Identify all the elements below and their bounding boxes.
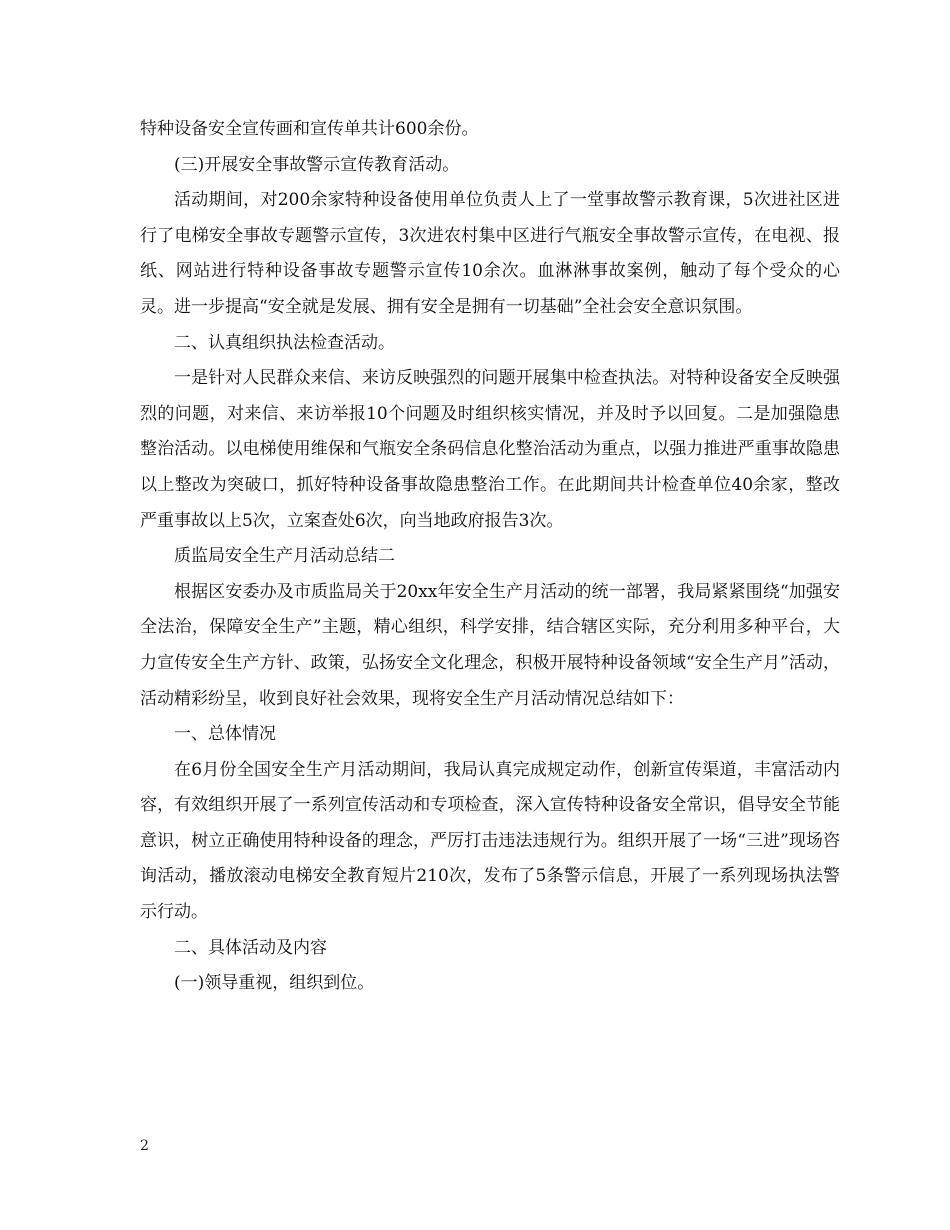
page-number: 2 [140,1138,149,1154]
heading-overview: 一、总体情况 [174,724,276,745]
heading-section-three: (三)开展安全事故警示宣传教育活动。 [174,154,460,175]
heading-enforcement: 二、认真组织执法检查活动。 [174,332,395,353]
paragraph-7: 根据区安委办及市质监局关于20xx年安全生产月活动的统一部署，我局紧紧围绕“加强安全法治，保障安全生产”主题，精心组织，科学安排，结合辖区实际，充分利用多种平台，大力宣传安全生产方针、政策，弘扬安全文化理念，积极开展特种设备领域“安全生产月”活动，活动精彩纷呈，收到良好社会效果，现将安全生产月活动情况总结如下： [140,581,840,709]
paragraph-9: 在6月份全国安全生产月活动期间，我局认真完成规定动作，创新宣传渠道，丰富活动内容，有效组织开展了一系列宣传活动和专项检查，深入宣传特种设备安全常识，倡导安全节能意识，树立正确使用特种设备的理念，严厉打击违法违规行为。组织开展了一场“三进”现场咨询活动，播放滚动电梯安全教育短片210次，发布了5条警示信息，开展了一系列现场执法警示行动。 [140,759,840,923]
heading-activities: 二、具体活动及内容 [174,937,327,958]
paragraph-3: 活动期间，对200余家特种设备使用单位负责人上了一堂事故警示教育课，5次进社区进行了电梯安全事故专题警示宣传，3次进农村集中区进行气瓶安全事故警示宣传，在电视、报纸、网站进行特种设备事故专题警示宣传10余次。血淋淋事故案例，触动了每个受众的心灵。进一步提高“安全就是发展、拥有安全是拥有一切基础”全社会安全意识氛围。 [140,190,840,317]
heading-leadership: (一)领导重视，组织到位。 [174,973,375,994]
heading-summary-two: 质监局安全生产月活动总结二 [174,546,395,567]
document-page [140,112,840,1002]
paragraph-1: 特种设备安全宣传画和宣传单共计600余份。 [140,119,479,139]
paragraph-5: 一是针对人民群众来信、来访反映强烈的问题开展集中检查执法。对特种设备安全反映强烈的问题，对来信、来访举报10个问题及时组织核实情况，并及时予以回复。二是加强隐患整治活动。以电梯使用维保和气瓶安全条码信息化整治活动为重点，以强力推进严重事故隐患以上整改为突破口，抓好特种设备事故隐患整治工作。在此期间共计检查单位40余家，整改严重事故以上5次，立案查处6次，向当地政府报告3次。 [140,368,840,531]
